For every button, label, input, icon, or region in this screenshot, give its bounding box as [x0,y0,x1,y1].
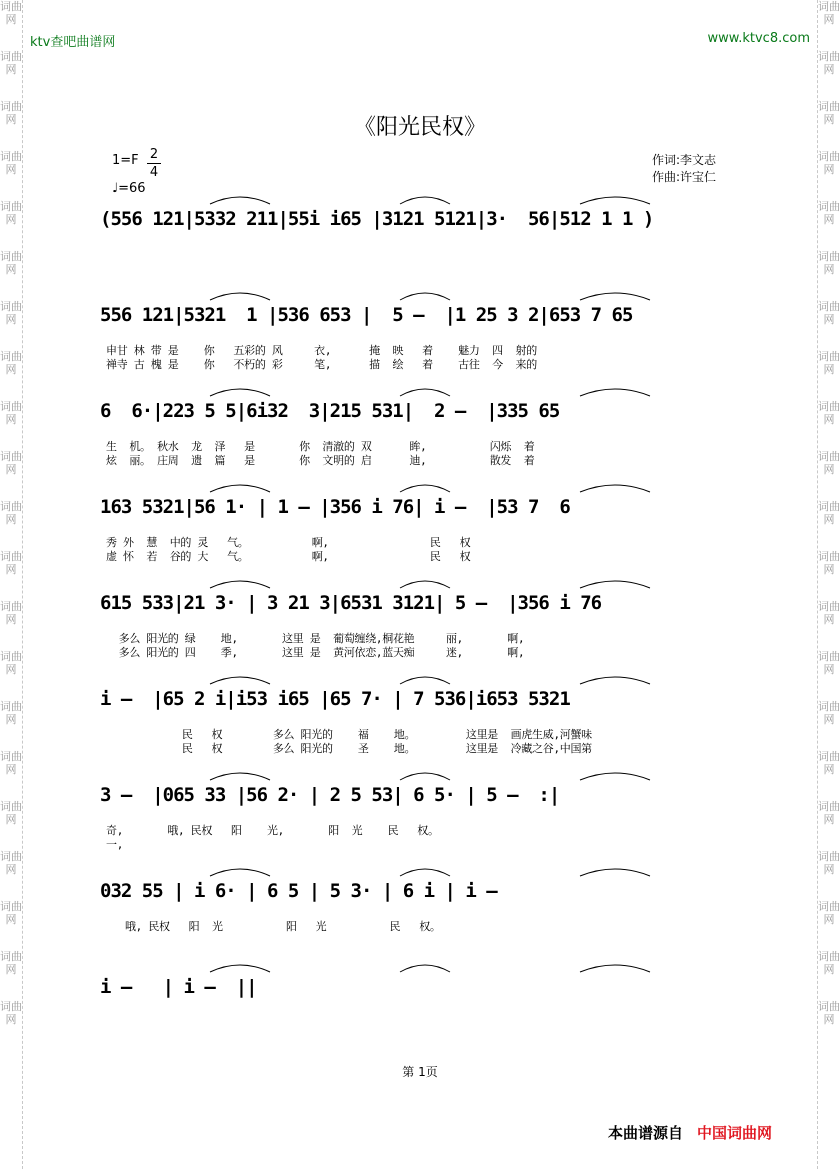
lyrics-verse-1: 哦, 民权 阳 光 阳 光 民 权。 [106,920,441,933]
side-watermark-text: 词曲网 [0,150,22,176]
lyrics-verse-2: 禅寺 古 槐 是 你 不朽的 彩 笔, 描 绘 着 古往 今 来的 [106,358,537,371]
music-system [100,296,752,386]
slur-arc [400,389,450,396]
lyrics-verse-1: 奇, 哦, 民权 阳 光, 阳 光 民 权。 [106,824,439,837]
lyrics-verse-2: 民 权 多么 阳光的 圣 地。 这里是 冷藏之谷,中国第 [106,742,592,755]
side-watermark-text: 词曲网 [0,250,22,276]
slur-arc [400,293,450,300]
side-watermark-text: 词曲网 [818,50,840,76]
source-site[interactable]: 中国词曲网 [697,1124,773,1142]
side-watermark-text: 词曲网 [818,750,840,776]
side-watermark-text: 词曲网 [0,900,22,926]
notation-line: 3 — |065 33 |56 2· | 2 5 53| 6 5· | 5 — :| [100,784,560,806]
side-watermark-text: 词曲网 [0,300,22,326]
music-system [100,680,752,770]
site-header-right[interactable]: www.ktvc8.com [707,31,810,46]
notation-line: 163 5321|56 1· | 1 — |356 i 76| i — |53 7 6 [100,496,570,518]
slur-arc [210,389,270,396]
side-watermark-text: 词曲网 [0,600,22,626]
quarter-note-icon: ♩ [112,181,119,196]
side-watermark-text: 词曲网 [0,50,22,76]
slur-arc [210,581,270,588]
side-watermark-text: 词曲网 [818,1000,840,1026]
time-sig-bottom: 4 [147,163,161,181]
left-watermark-strip [0,0,23,1169]
lyrics-verse-1: 生 机。 秋水 龙 泽 是 你 清澈的 双 眸, 闪烁 着 [106,440,535,453]
slur-marks [100,194,752,214]
slur-arc [580,965,650,972]
side-watermark-text: 词曲网 [0,650,22,676]
music-system [100,392,752,482]
slur-marks [100,386,752,406]
side-watermark-text: 词曲网 [0,200,22,226]
notation-line: 615 533|21 3· | 3 21 3|6531 3121| 5 — |356 i 76 [100,592,602,614]
slur-marks [100,866,752,886]
slur-arc [210,869,270,876]
slur-arc [210,197,270,204]
side-watermark-text: 词曲网 [0,800,22,826]
side-watermark-text: 词曲网 [818,850,840,876]
side-watermark-text: 词曲网 [0,1000,22,1026]
site-header-left[interactable]: ktv查吧曲谱网 [30,35,116,50]
slur-arc [400,677,450,684]
side-watermark-text: 词曲网 [818,0,840,26]
composer: 作曲:许宝仁 [652,170,717,184]
side-watermark-text: 词曲网 [0,400,22,426]
slur-arc [210,965,270,972]
notation-line: (556 121|5332 211|55i i65 |3121 5121|3· 56|512 1 1 ) [100,208,654,230]
source-label: 本曲谱源自 [608,1124,684,1142]
music-system [100,488,752,578]
lyrics-verse-2: 虚 怀 若 谷的 大 气。 啊, 民 权 [106,550,471,563]
side-watermark-text: 词曲网 [818,450,840,476]
notation-line: 6 6·|223 5 5|6i32 3|215 531| 2 — |335 65 [100,400,560,422]
slur-marks [100,770,752,790]
music-system [100,872,752,962]
side-watermark-text: 词曲网 [818,100,840,126]
source-credit [608,1122,772,1143]
lyrics-verse-2: 一, [106,838,124,851]
side-watermark-text: 词曲网 [818,950,840,976]
slur-arc [400,197,450,204]
slur-marks [100,578,752,598]
side-watermark-text: 词曲网 [0,0,22,26]
side-watermark-text: 词曲网 [818,150,840,176]
slur-arc [580,581,650,588]
slur-arc [210,485,270,492]
side-watermark-text: 词曲网 [818,900,840,926]
side-watermark-text: 词曲网 [818,400,840,426]
side-watermark-text: 词曲网 [818,200,840,226]
slur-arc [580,773,650,780]
side-watermark-text: 词曲网 [0,950,22,976]
slur-arc [400,965,450,972]
side-watermark-text: 词曲网 [818,250,840,276]
side-watermark-text: 词曲网 [818,500,840,526]
lyrics-verse-1: 秀 外 慧 中的 灵 气。 啊, 民 权 [106,536,471,549]
slur-marks [100,482,752,502]
slur-arc [580,869,650,876]
lyrics-verse-2: 炫 丽。 庄周 遗 篇 是 你 文明的 启 迪, 散发 着 [106,454,535,467]
key-label: 1=F [112,153,139,168]
lyrics-verse-1: 民 权 多么 阳光的 福 地。 这里是 画虎生威,河蟹味 [106,728,592,741]
time-signature [147,146,161,181]
side-watermark-text: 词曲网 [818,700,840,726]
side-watermark-text: 词曲网 [0,450,22,476]
side-watermark-text: 词曲网 [818,650,840,676]
side-watermark-text: 词曲网 [818,800,840,826]
slur-arc [210,677,270,684]
slur-marks [100,290,752,310]
side-watermark-text: 词曲网 [0,850,22,876]
slur-arc [400,869,450,876]
slur-arc [400,485,450,492]
side-watermark-text: 词曲网 [0,700,22,726]
notation-line: i — | i — || [100,976,257,998]
lyrics-verse-1: 多么 阳光的 绿 地, 这里 是 葡萄缠绕,桐花艳 丽, 啊, [106,632,525,645]
side-watermark-text: 词曲网 [0,100,22,126]
slur-arc [580,677,650,684]
slur-arc [210,293,270,300]
right-watermark-strip [817,0,840,1169]
notation-line: 032 55 | i 6· | 6 5 | 5 3· | 6 i | i — [100,880,497,902]
lyrics-verse-1: 申甘 林 带 是 你 五彩的 风 衣, 掩 映 着 魅力 四 射的 [106,344,537,357]
side-watermark-text: 词曲网 [0,550,22,576]
slur-arc [580,293,650,300]
side-watermark-text: 词曲网 [818,600,840,626]
music-system [100,968,752,1058]
side-watermark-text: 词曲网 [0,350,22,376]
song-title: 《阳光民权》 [353,115,486,140]
page-number: 第 1页 [402,1065,438,1079]
slur-arc [580,197,650,204]
side-watermark-text: 词曲网 [818,550,840,576]
music-system [100,584,752,674]
slur-marks [100,962,752,982]
side-watermark-text: 词曲网 [818,350,840,376]
slur-arc [580,485,650,492]
slur-arc [400,773,450,780]
tempo-value: =66 [118,181,146,196]
lyricist: 作词:李文志 [652,153,717,167]
time-sig-top: 2 [149,147,159,162]
slur-arc [580,389,650,396]
notation-line: i — |65 2 i|i53 i65 |65 7· | 7 536|i653 5321 [100,688,570,710]
key-signature [112,152,139,169]
music-system [100,200,752,290]
credits [652,152,716,186]
slur-marks [100,674,752,694]
slur-arc [210,773,270,780]
side-watermark-text: 词曲网 [818,300,840,326]
side-watermark-text: 词曲网 [0,500,22,526]
slur-arc [400,581,450,588]
notation-line: 556 121|5321 1 |536 653 | 5 — |1 25 3 2|653 7 65 [100,304,633,326]
side-watermark-text: 词曲网 [0,750,22,776]
lyrics-verse-2: 多么 阳光的 四 季, 这里 是 黄河依恋,蓝天痴 迷, 啊, [106,646,525,659]
music-system [100,776,752,866]
